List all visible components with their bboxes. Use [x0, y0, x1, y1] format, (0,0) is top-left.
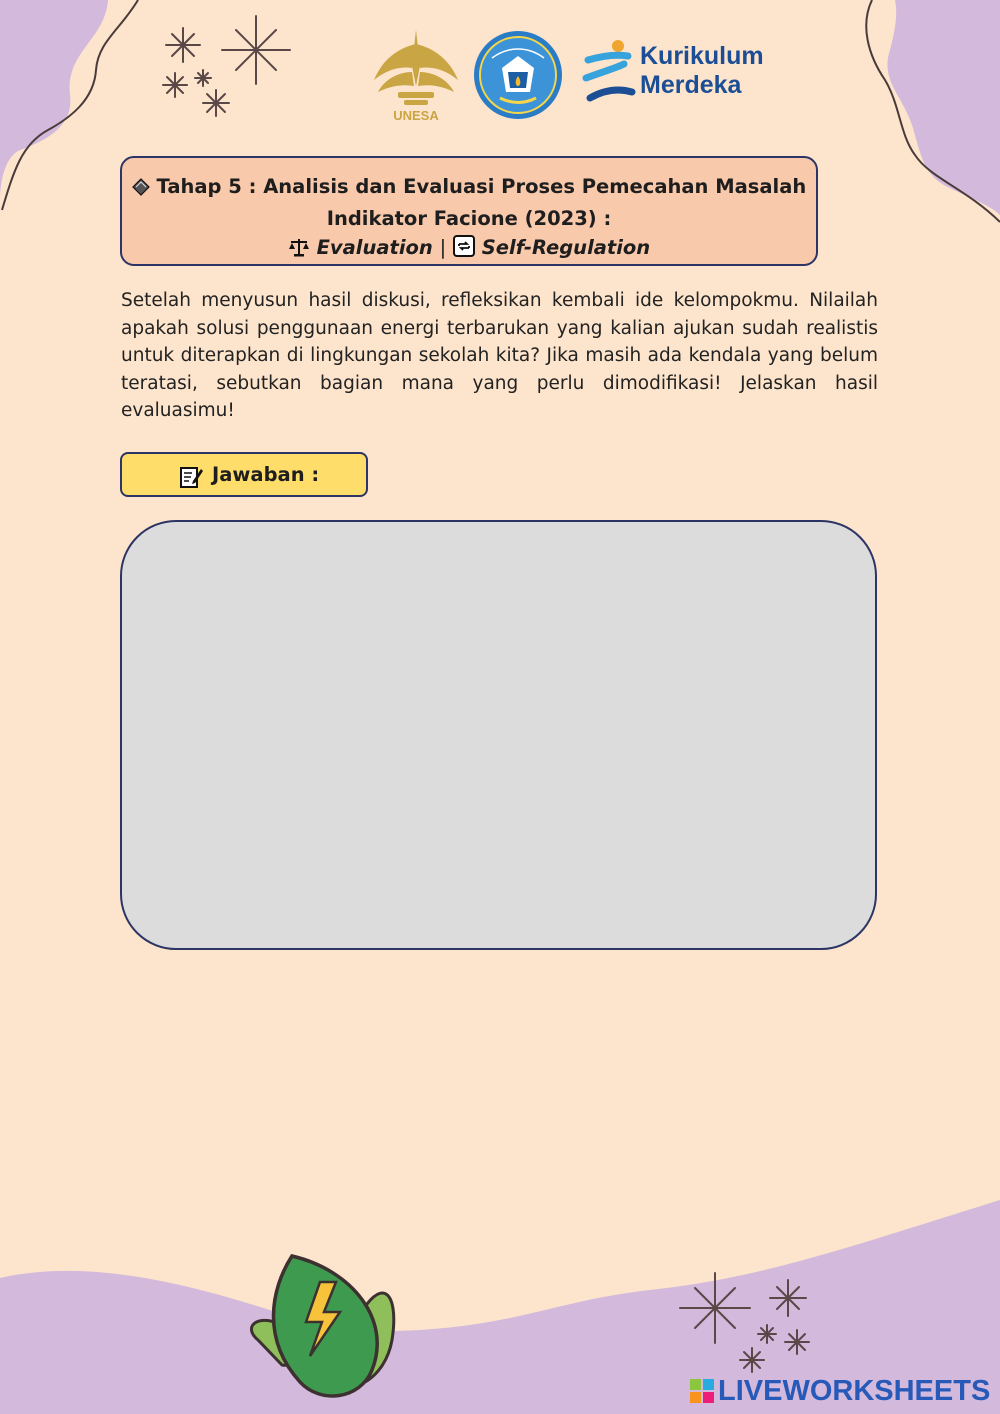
scales-icon	[288, 236, 310, 265]
stage-title-box	[120, 156, 818, 266]
stage-title-text: Tahap 5 : Analisis dan Evaluasi Proses Pemecahan Masalah	[156, 175, 807, 198]
merdeka-text: Merdeka	[640, 71, 742, 99]
unesa-logo-text: UNESA	[393, 108, 439, 123]
sparkle-group-top	[163, 16, 290, 116]
liveworksheets-grid-icon	[690, 1379, 714, 1403]
top-right-blob	[887, 0, 1000, 215]
header-logos	[368, 26, 788, 126]
self-regulation-label: Self-Regulation	[481, 236, 651, 259]
memo-icon	[179, 465, 203, 494]
indicator-separator: |	[439, 236, 447, 259]
tut-wuri-handayani-logo	[472, 28, 564, 122]
unesa-logo	[368, 26, 464, 126]
answer-label: Jawaban :	[212, 463, 320, 486]
kurikulum-merdeka-text	[640, 42, 764, 100]
answer-textarea[interactable]	[120, 520, 877, 950]
question-text: Setelah menyusun hasil diskusi, refleksikan kembali ide kelompokmu. Nilailah apakah solusi penggunaan energi terbarukan yang kalian ajukan sudah realistis untuk diterapkan di lingkungan sekolah kita? Jika masih ada kendala yang belum teratasi, sebutkan bagian mana yang perlu dimodifikasi! Jelaskan hasil evaluasimu!	[121, 290, 878, 421]
indicator-title: Indikator Facione (2023) :	[326, 207, 612, 230]
evaluation-label: Evaluation	[316, 236, 433, 259]
kurikulum-text: Kurikulum	[640, 42, 764, 70]
diamond-bullet-icon	[132, 175, 150, 204]
answer-label-box	[120, 452, 368, 497]
liveworksheets-brand-text: LIVEWORKSHEETS	[718, 1374, 991, 1407]
stage-title	[122, 172, 816, 204]
indicator-list	[122, 233, 816, 265]
repeat-icon	[453, 235, 475, 265]
liveworksheets-logo[interactable]	[690, 1374, 990, 1408]
kurikulum-merdeka-logo	[580, 38, 790, 112]
